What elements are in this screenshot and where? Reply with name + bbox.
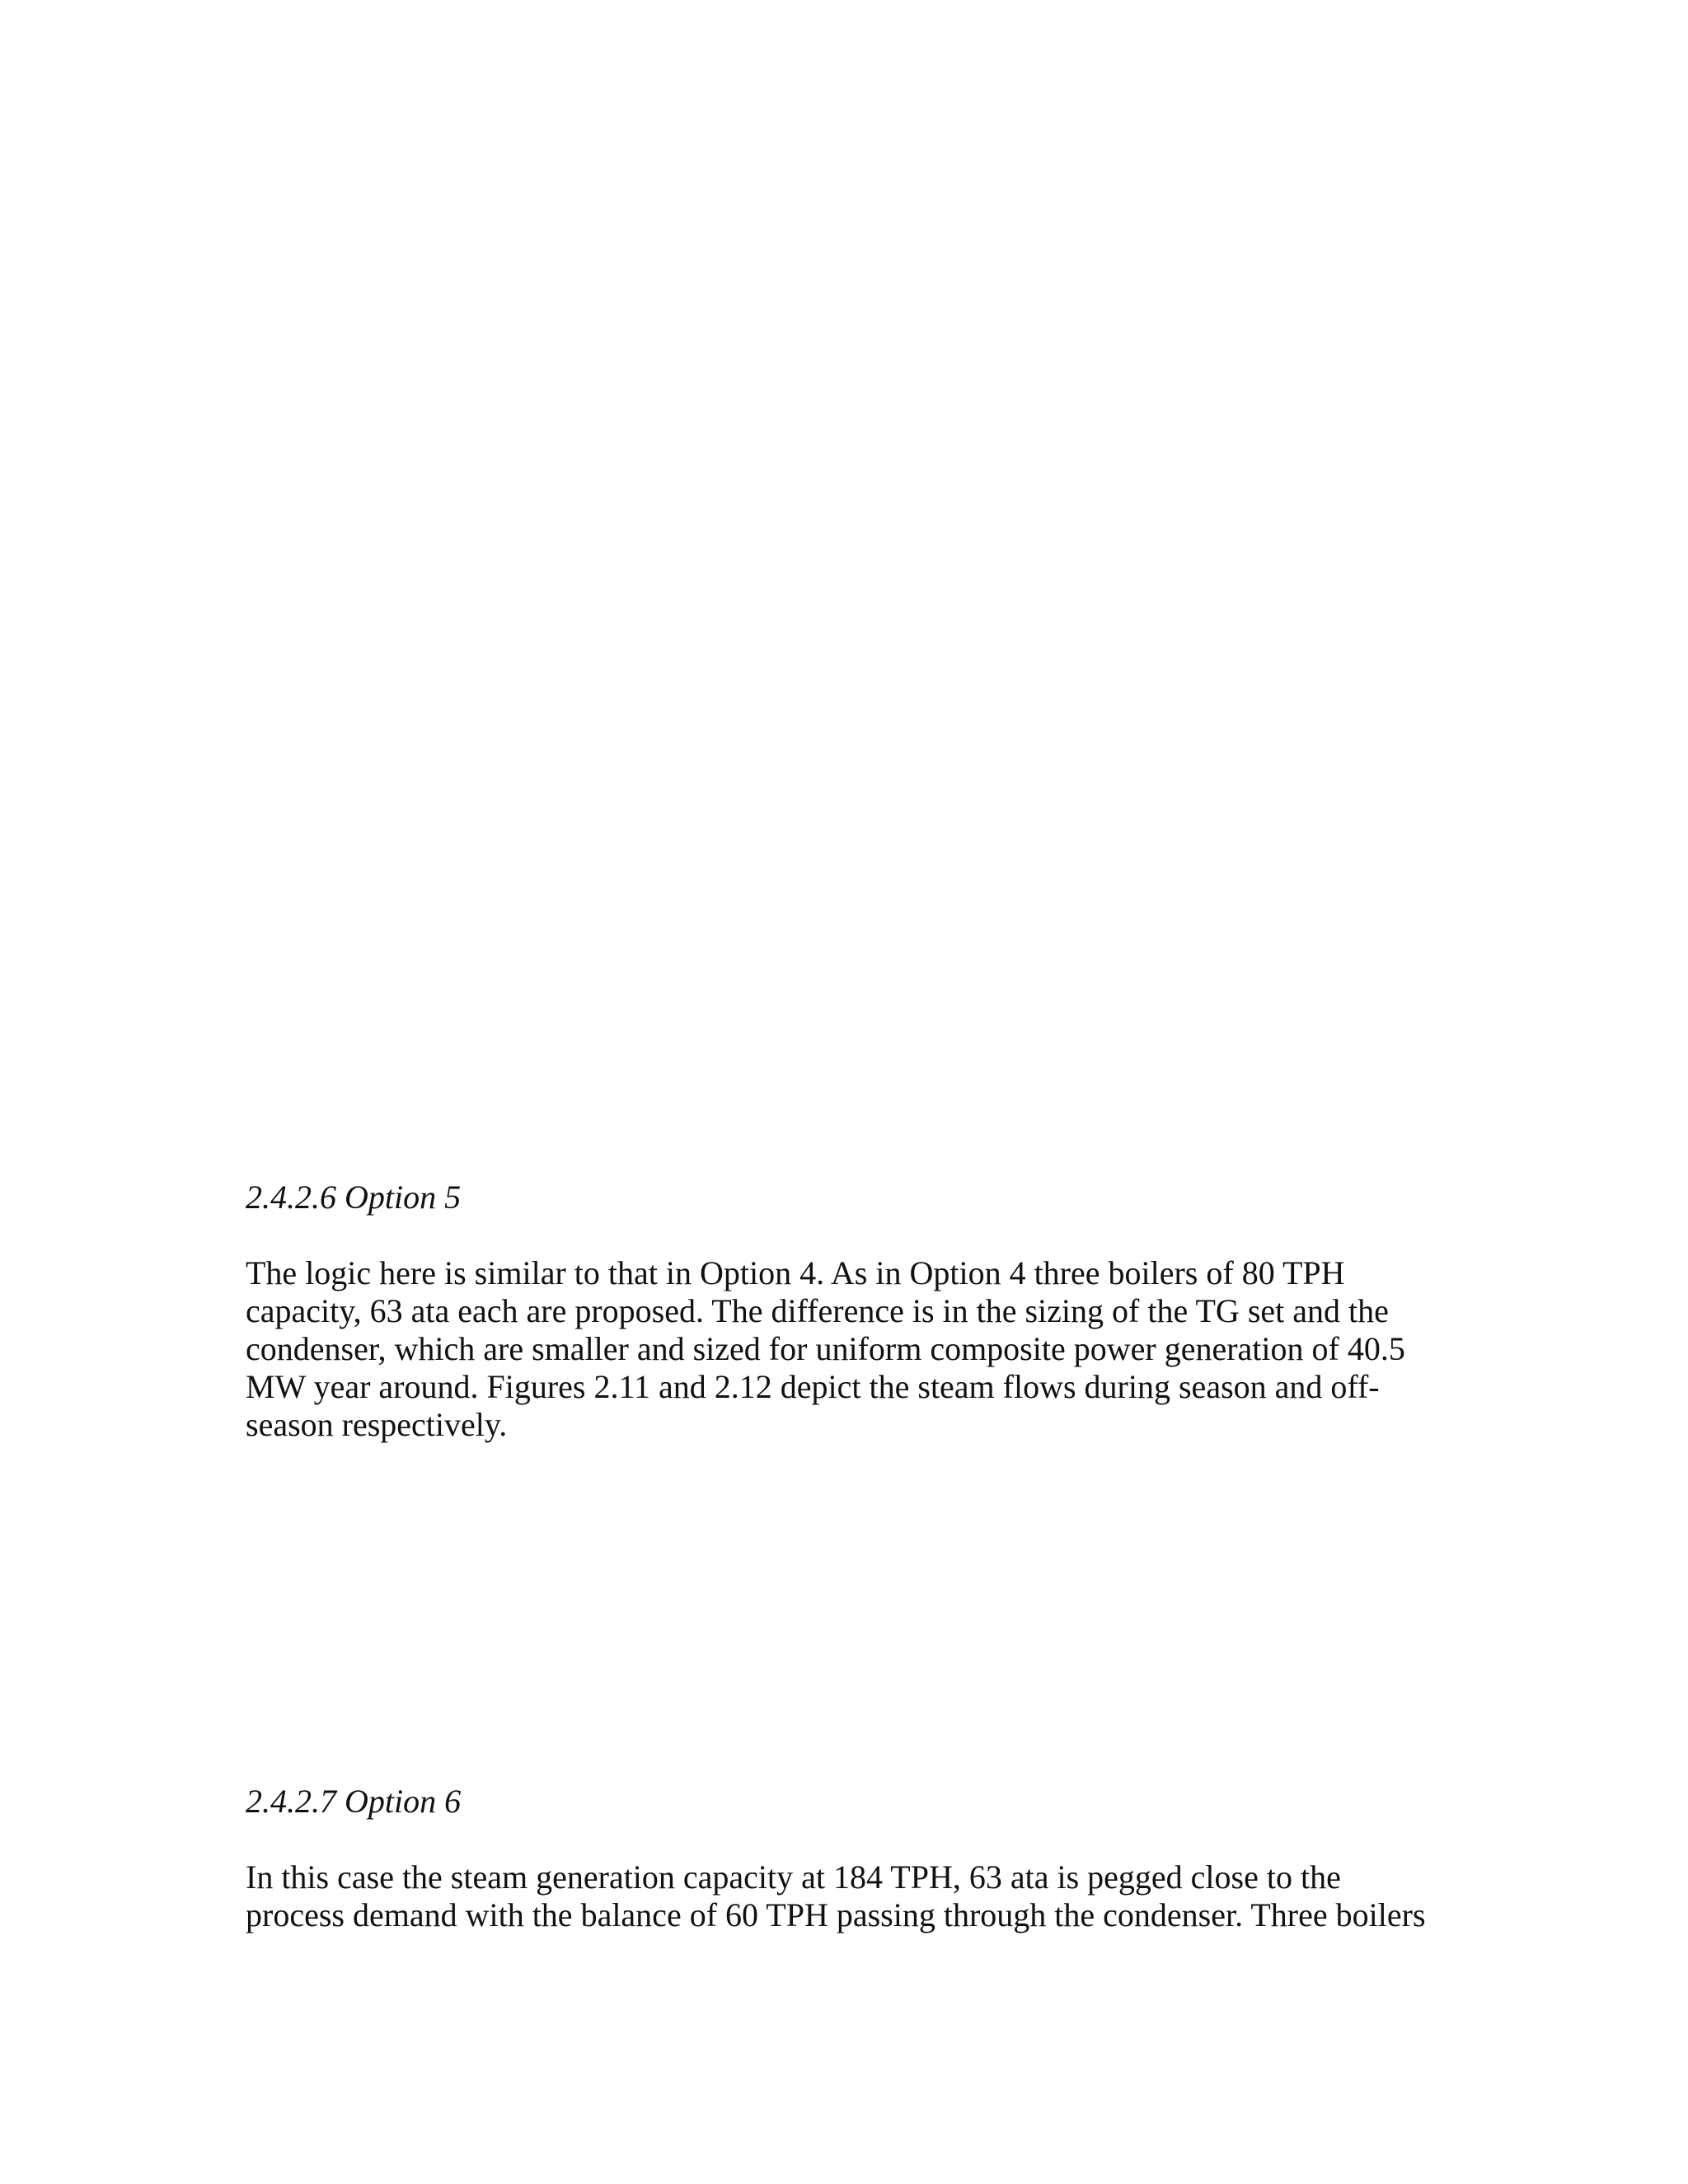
section-heading-option-6: 2.4.2.7 Option 6	[246, 1783, 462, 1820]
section-heading-option-5: 2.4.2.6 Option 5	[246, 1179, 462, 1216]
paragraph-line: The logic here is similar to that in Option 4. As in Option 4 three boilers of 80 TPH	[246, 1254, 1345, 1291]
paragraph-line: MW year around. Figures 2.11 and 2.12 depict the steam flows during season and off-	[246, 1368, 1380, 1405]
section-paragraph-option-6	[246, 1858, 1449, 1934]
paragraph-line: season respectively.	[246, 1406, 508, 1443]
paragraph-line: capacity, 63 ata each are proposed. The difference is in the sizing of the TG set and the	[246, 1292, 1389, 1329]
section-paragraph-option-5	[246, 1254, 1449, 1444]
paragraph-line: condenser, which are smaller and sized for uniform composite power generation of 40.5	[246, 1330, 1405, 1367]
paragraph-line: In this case the steam generation capacity at 184 TPH, 63 ata is pegged close to the	[246, 1858, 1341, 1896]
paragraph-line: process demand with the balance of 60 TPH passing through the condenser. Three boilers	[246, 1896, 1426, 1933]
